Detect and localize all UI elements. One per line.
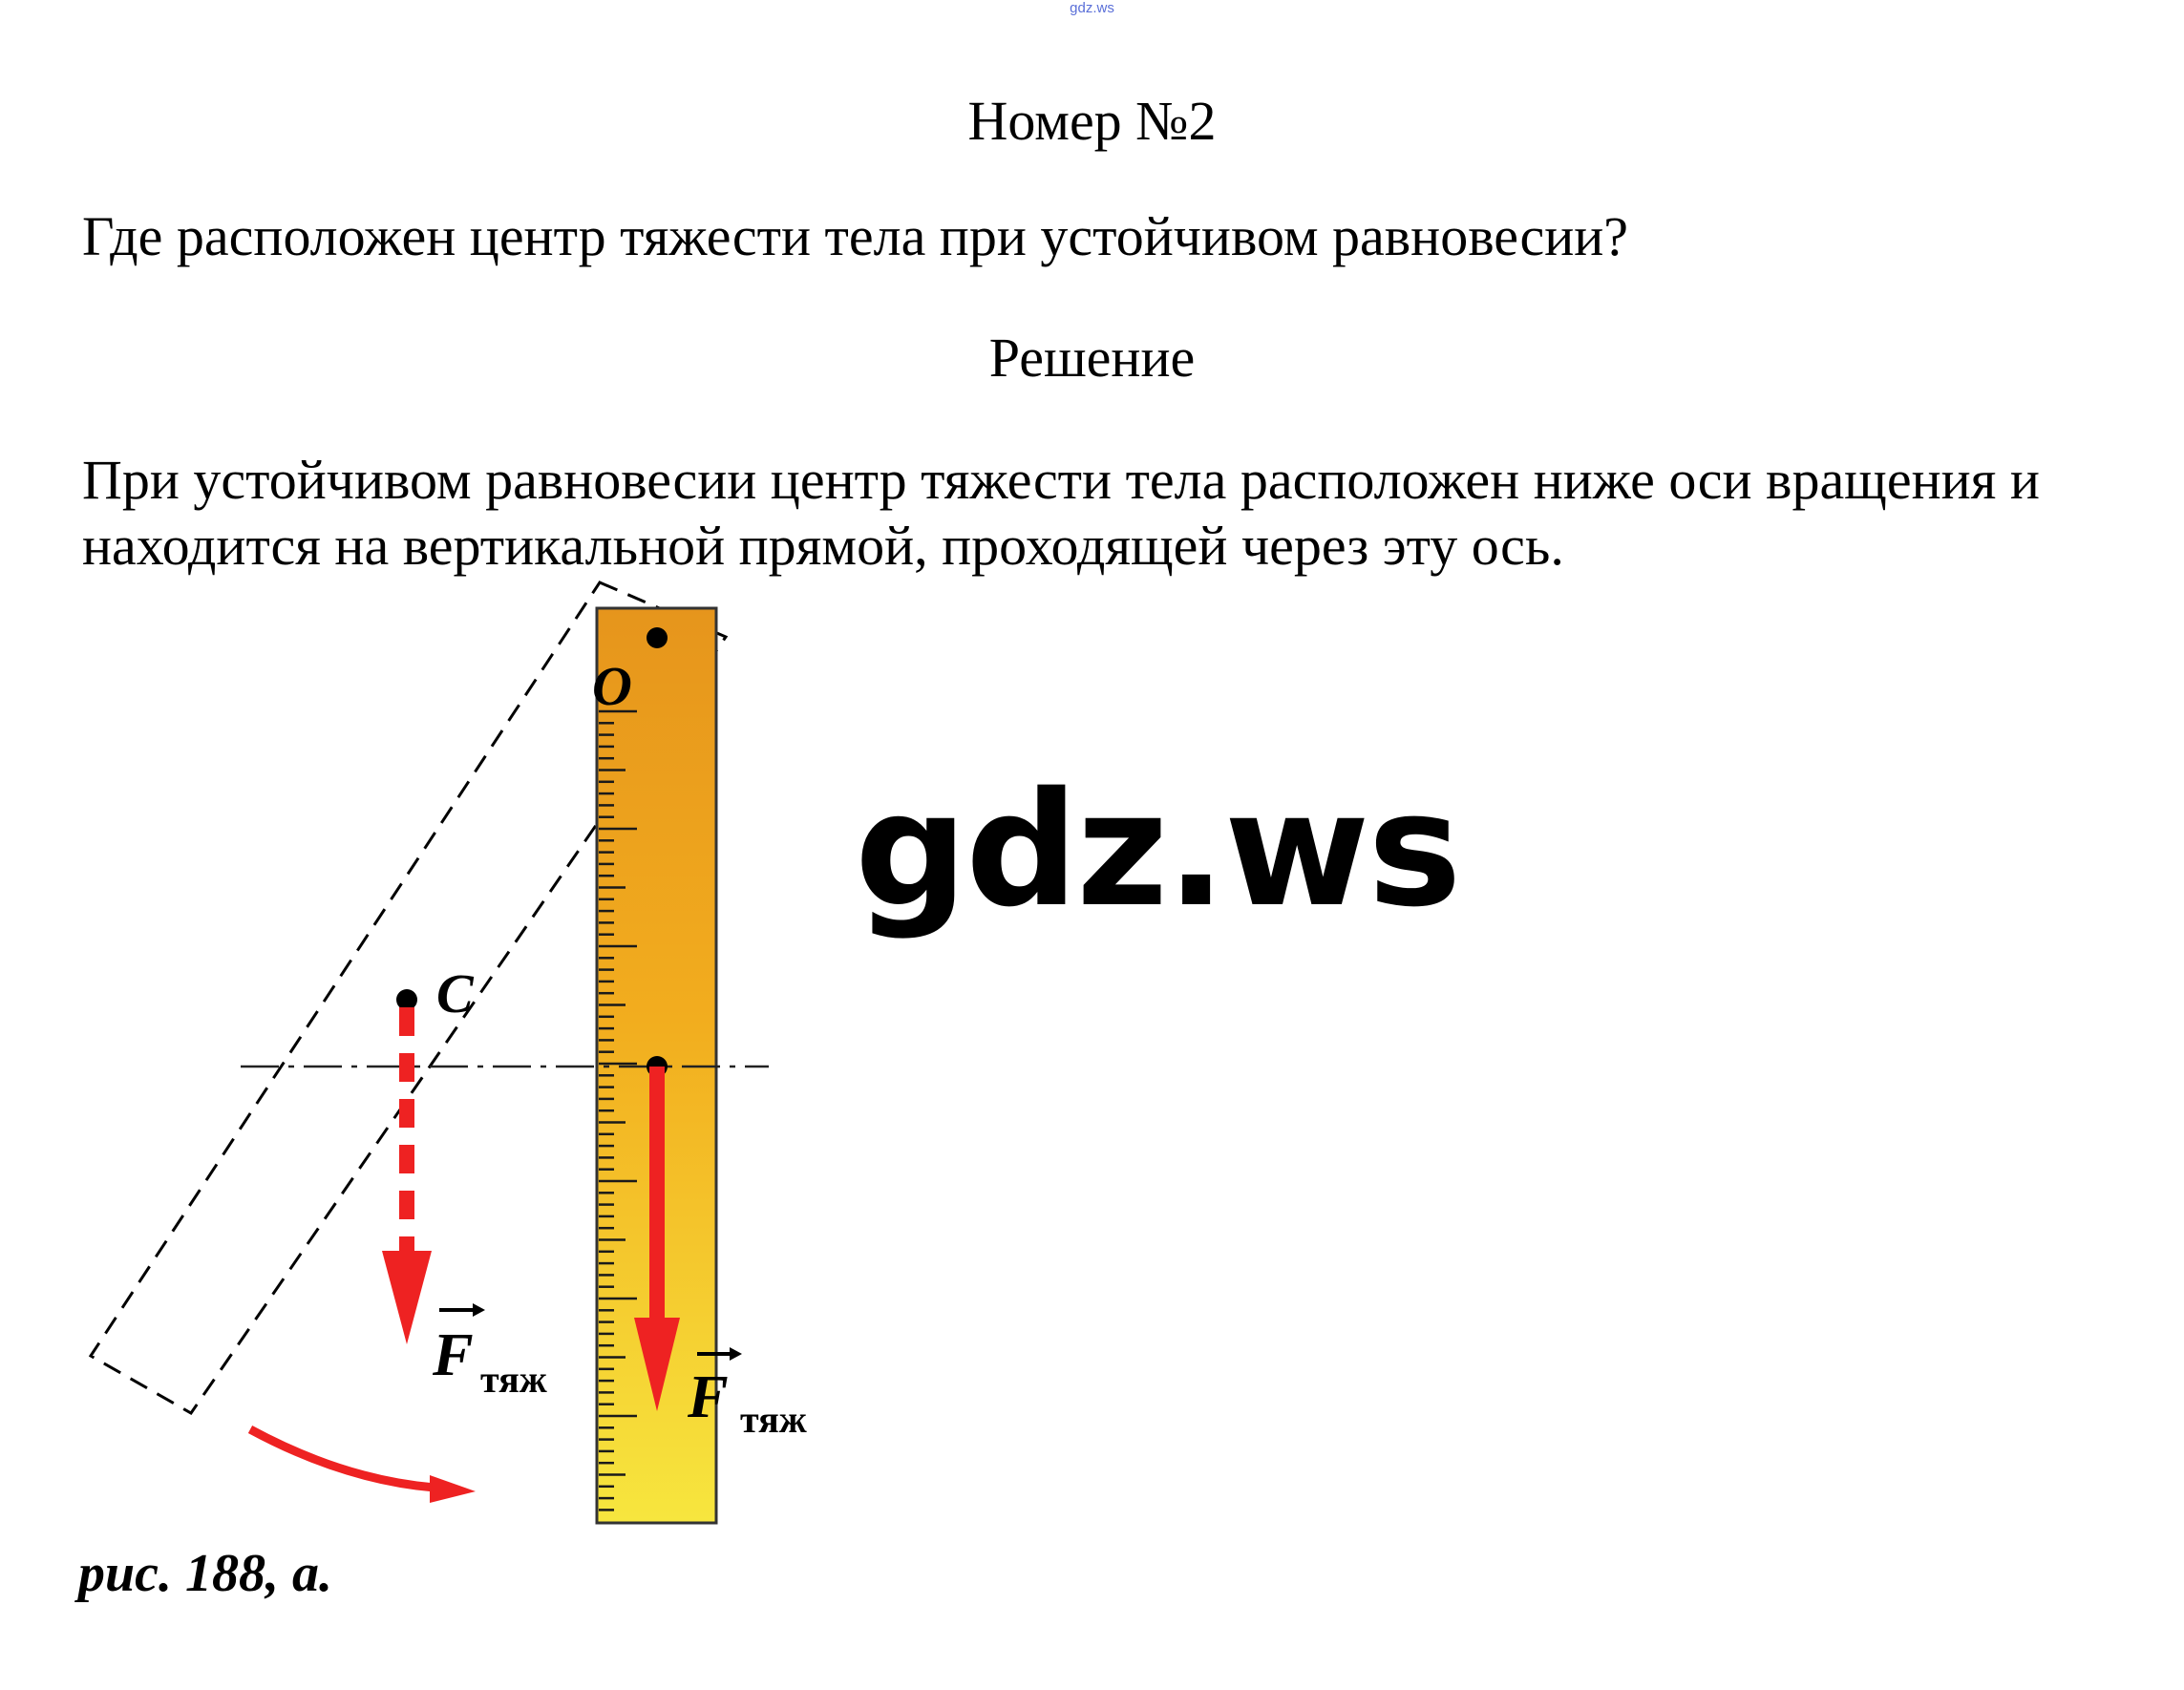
gdz-watermark: gdz.ws: [855, 758, 1460, 941]
vector-head-left: [473, 1303, 485, 1317]
page-title: Номер №2: [967, 90, 1217, 152]
point-o-label: O: [592, 655, 632, 717]
force-label-left: [432, 1303, 547, 1401]
vector-head-right: [730, 1347, 742, 1361]
figure-caption: рис. 188, а.: [78, 1544, 332, 1603]
rotation-arrowhead: [430, 1475, 476, 1503]
answer-text: [82, 447, 2145, 579]
question-text: Где расположен центр тяжести тела при устойчивом равновесии?: [82, 205, 1629, 267]
point-o: [647, 627, 668, 648]
solution-heading: Решение: [988, 327, 1196, 389]
force-symbol-left: F: [433, 1320, 474, 1388]
force-symbol-right: F: [688, 1363, 729, 1430]
watermark-small: gdz.ws: [1070, 0, 1114, 16]
equilibrium-figure: [0, 573, 955, 1556]
dashed-gravity-arrowhead: [382, 1251, 432, 1344]
point-c-label: C: [436, 962, 474, 1025]
answer-line-1: При устойчивом равновесии центр тяжести тела расположен ниже оси вращения и: [82, 449, 2040, 511]
answer-line-2: находится на вертикальной прямой, проходящей через эту ось.: [82, 515, 1564, 577]
force-subscript-left: тяж: [480, 1358, 547, 1401]
rotation-arrow: [250, 1429, 435, 1488]
point-c: [396, 989, 417, 1010]
force-subscript-right: тяж: [740, 1398, 807, 1441]
